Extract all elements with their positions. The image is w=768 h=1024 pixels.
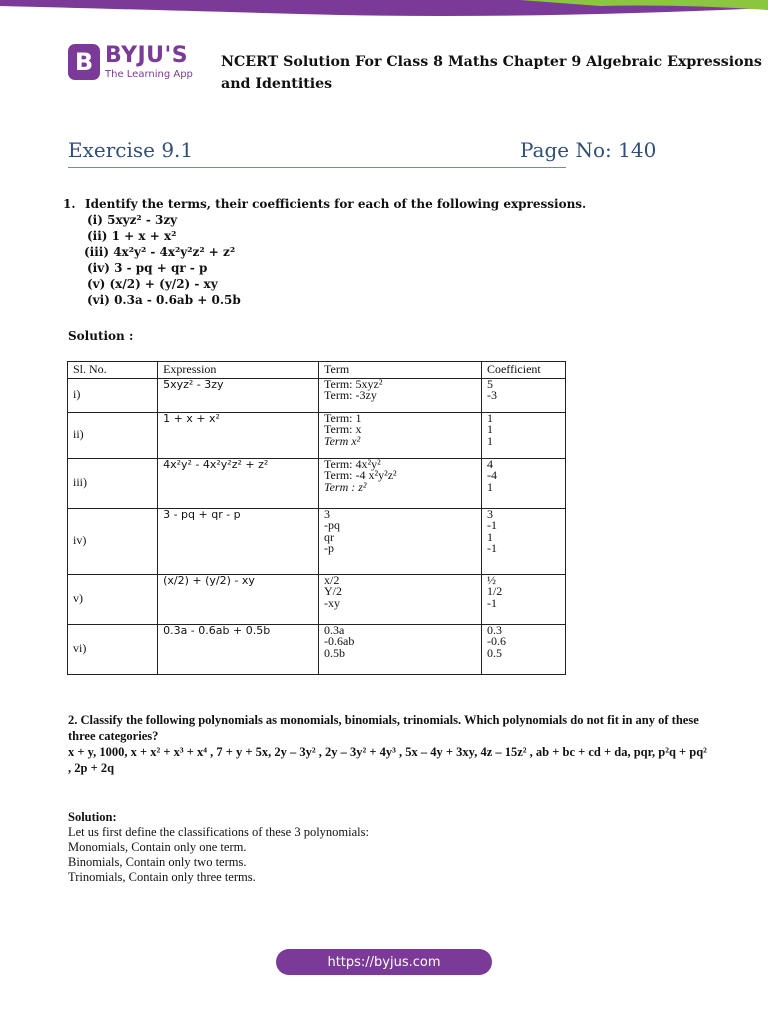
top-decorative-bar: [0, 0, 768, 22]
heading-divider: [68, 167, 566, 168]
coefficient: -4: [486, 468, 497, 482]
coefficient: 3: [486, 506, 493, 521]
logo-name: BYJU'S: [105, 42, 189, 68]
term: qr: [324, 529, 335, 544]
terms-coefficients-table: [67, 361, 566, 675]
solution-1-label: Solution :: [68, 329, 134, 343]
question-1-part: (ii) 1 + x + x²: [87, 229, 177, 243]
sl-no: ii): [68, 412, 158, 458]
sl-no: v): [68, 574, 158, 624]
term: Term: 1: [324, 410, 362, 425]
expression: 3 - pq + qr - p: [158, 508, 319, 574]
sl-no: iv): [68, 508, 158, 574]
coefficient: 1: [486, 410, 493, 425]
sl-no: iii): [68, 458, 158, 508]
sl-no: i): [68, 378, 158, 412]
term: Term x²: [324, 433, 361, 448]
question-1-number: 1.: [63, 197, 76, 211]
term: -pq: [324, 518, 341, 532]
coefficient: 1: [486, 529, 493, 544]
question-2-text: 2. Classify the following polynomials as monomials, binomials, trinomials. Which polynomials do not fit in any of these three categories?: [68, 713, 699, 743]
coefficient: 1: [486, 433, 493, 448]
coefficient: 0.3: [486, 622, 502, 637]
term: 0.3a: [324, 622, 345, 637]
term: Term: 4x²y²: [324, 456, 381, 471]
table-row: [68, 574, 566, 624]
coefficient: ½: [486, 572, 496, 587]
header-expression: Expression: [158, 362, 319, 379]
table-row: [68, 508, 566, 574]
table-row: [68, 378, 566, 412]
question-2: [68, 712, 708, 776]
question-2-list: x + y, 1000, x + x² + x³ + x⁴ , 7 + y + 5x, 2y – 3y² , 2y – 3y² + 4y³ , 5x – 4y + 3xy, 4z – 15z² , ab + bc + cd + da, pqr, p²q + pq² , 2p + 2q: [68, 745, 707, 775]
coefficient: 4: [486, 456, 493, 471]
question-1-part: (iv) 3 - pq + qr - p: [87, 261, 208, 275]
term: Term: -3zy: [324, 388, 377, 402]
coefficient: -1: [486, 518, 497, 532]
coefficient: 1: [486, 422, 493, 436]
term: -0.6ab: [324, 634, 355, 648]
table-row: [68, 458, 566, 508]
expression: 0.3a - 0.6ab + 0.5b: [158, 624, 319, 674]
coefficient: 1: [486, 479, 493, 494]
question-1-text: Identify the terms, their coefficients for each of the following expressions.: [85, 197, 587, 211]
byjus-logo: [68, 44, 193, 80]
term: Term : z²: [324, 479, 367, 494]
logo-badge-icon: B: [68, 44, 100, 80]
term: Y/2: [324, 584, 343, 598]
question-1-part: (i) 5xyz² - 3zy: [87, 213, 178, 227]
coefficient: -1: [486, 595, 497, 610]
question-1-parts: [84, 212, 586, 308]
question-1-part: (iii) 4x²y² - 4x²y²z² + z²: [84, 245, 236, 259]
question-1-part: (v) (x/2) + (y/2) - xy: [87, 277, 218, 291]
solution-2-label: Solution:: [68, 810, 117, 824]
exercise-heading: Exercise 9.1: [68, 138, 194, 162]
solution-2-line: Trinomials, Contain only three terms.: [68, 870, 256, 884]
page-number: Page No: 140: [520, 138, 657, 162]
term: Term: -4 x²y²z²: [324, 468, 397, 482]
coefficient: -1: [486, 541, 497, 555]
coefficient: 1/2: [486, 584, 503, 598]
term: Term: x: [324, 422, 362, 436]
expression: (x/2) + (y/2) - xy: [158, 574, 319, 624]
table-header-row: [68, 362, 566, 379]
solution-2-line: Let us first define the classifications of these 3 polynomials:: [68, 825, 369, 839]
footer-website-link[interactable]: https://byjus.com: [276, 949, 492, 975]
term: Term: 5xyz²: [324, 376, 383, 391]
coefficient: -0.6: [486, 634, 506, 648]
solution-2-line: Binomials, Contain only two terms.: [68, 855, 247, 869]
term: 3: [324, 506, 331, 521]
term: -p: [324, 541, 335, 555]
coefficient: 5: [486, 376, 493, 391]
coefficient: 0.5: [486, 645, 502, 660]
header-coefficient: Coefficient: [481, 362, 565, 379]
question-1-part: (vi) 0.3a - 0.6ab + 0.5b: [87, 293, 241, 307]
term: x/2: [324, 572, 340, 587]
document-title: NCERT Solution For Class 8 Maths Chapter 9 Algebraic Expressions and Identities: [221, 54, 762, 92]
logo-tagline: The Learning App: [105, 68, 193, 80]
table-row: [68, 624, 566, 674]
expression: 4x²y² - 4x²y²z² + z²: [158, 458, 319, 508]
expression: 1 + x + x²: [158, 412, 319, 458]
solution-2: [68, 810, 369, 885]
header-sl-no: Sl. No.: [68, 362, 158, 379]
header-term: Term: [319, 362, 482, 379]
question-1: [63, 196, 586, 308]
table-row: [68, 412, 566, 458]
term: 0.5b: [324, 645, 346, 660]
term: -xy: [324, 595, 341, 610]
coefficient: -3: [486, 388, 497, 402]
solution-2-line: Monomials, Contain only one term.: [68, 840, 247, 854]
expression: 5xyz² - 3zy: [158, 378, 319, 412]
sl-no: vi): [68, 624, 158, 674]
